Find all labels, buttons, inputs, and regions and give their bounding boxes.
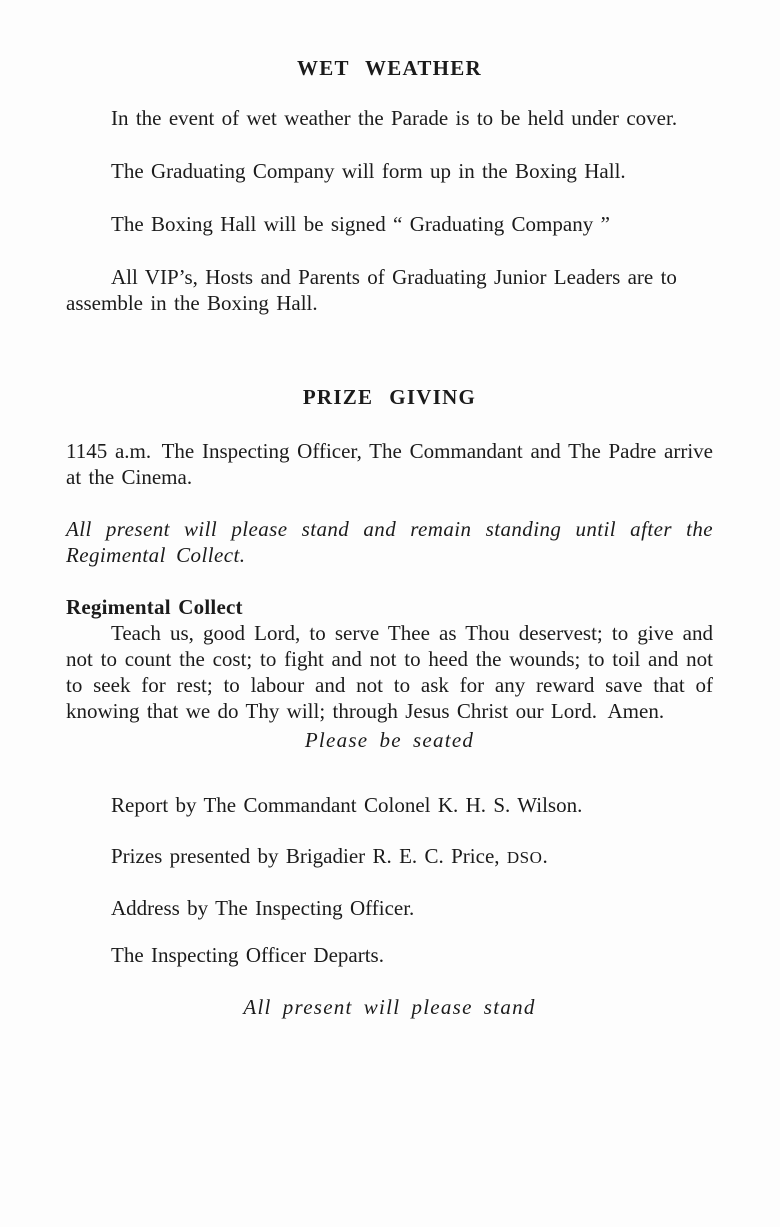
paragraph-hall-signed: The Boxing Hall will be signed “ Graduating Company ” [111,212,610,236]
line-prizes-presented [66,843,713,871]
line-address-by-inspecting-officer: Address by The Inspecting Officer. [111,896,415,920]
paragraph-vip-assemble: All VIP’s, Hosts and Parents of Graduating Junior Leaders are to assemble in the Boxing Hall. [66,265,677,315]
prize-giving-heading: PRIZE GIVING [302,385,477,409]
line-report-by-commandant: Report by The Commandant Colonel K. H. S. Wilson. [111,793,583,817]
paragraph-parade-under-cover: In the event of wet weather the Parade is to be held under cover. [111,106,678,130]
prizes-text-before: Prizes presented by Brigadier R. E. C. Price, [111,844,507,868]
line-inspecting-officer-departs: The Inspecting Officer Departs. [111,943,384,967]
regimental-collect-heading: Regimental Collect [66,595,243,619]
prizes-dso-smallcaps: DSO [506,848,543,867]
instruction-stand-until-collect: All present will please stand and remain standing until after the Regimental Collect. [66,517,713,567]
paragraph-schedule-1145: 1145 a.m. The Inspecting Officer, The Commandant and The Padre arrive at the Cinema. [66,439,713,489]
programme-page [0,57,780,1227]
prizes-text-after: . [542,844,548,868]
instruction-all-present-stand: All present will please stand [243,995,536,1019]
wet-weather-heading: WET WEATHER [297,56,482,80]
instruction-please-be-seated: Please be seated [304,728,475,752]
paragraph-company-form-up: The Graduating Company will form up in the Boxing Hall. [111,159,626,183]
regimental-collect-prayer: Teach us, good Lord, to serve Thee as Thou deservest; to give and not to count the cost; to fight and not to heed the wounds; to toil and not to seek for rest; to labour and not to ask for any reward save that of knowing that we do Thy will; through Jesus Christ our Lord. Amen. [66,621,713,723]
